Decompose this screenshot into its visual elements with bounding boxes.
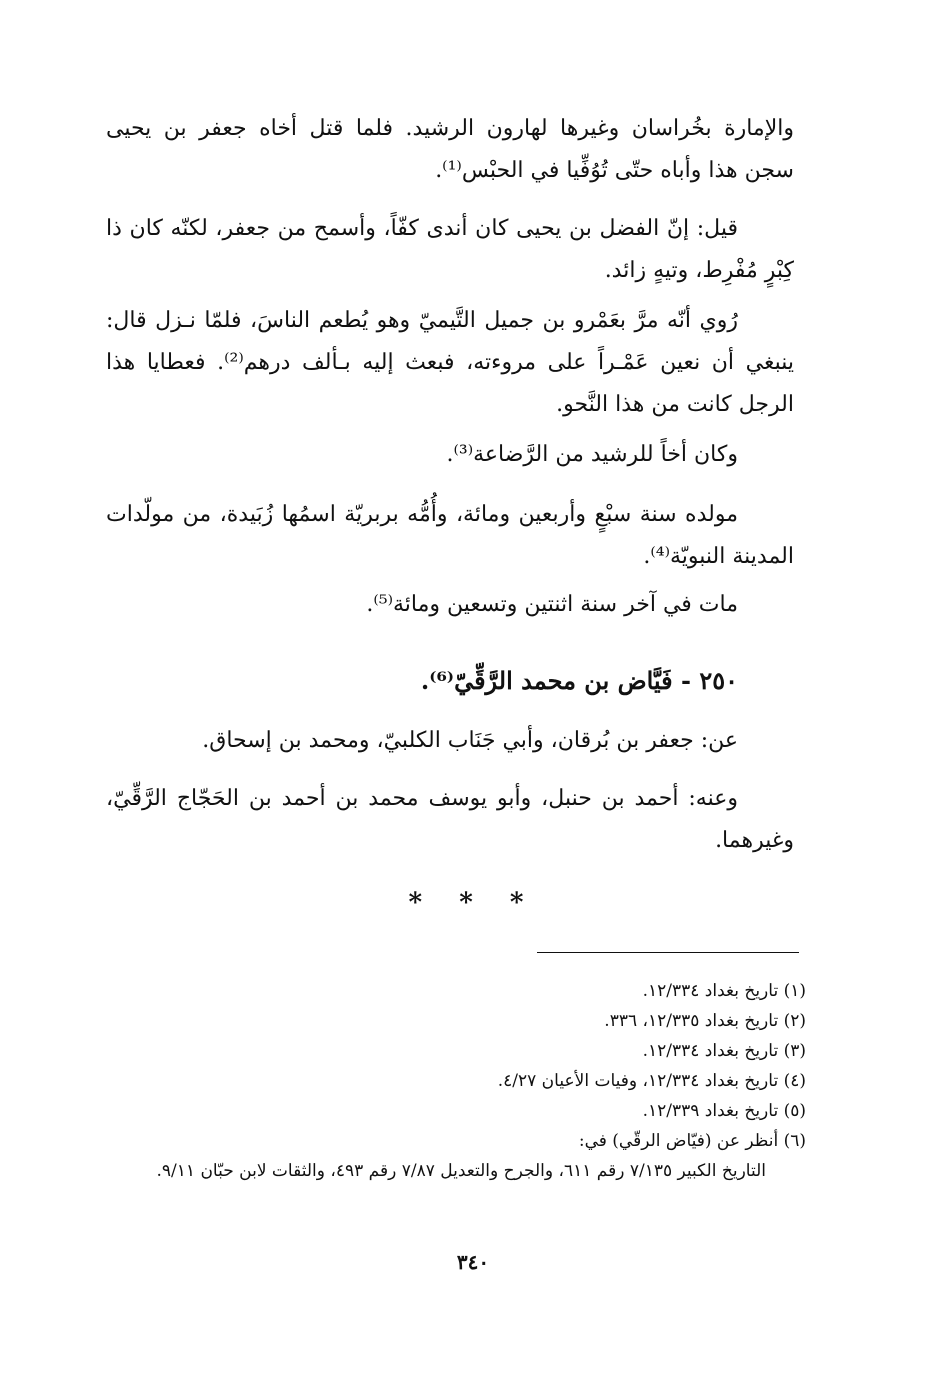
- paragraph-1: والإمارة بخُراسان وغيرها لهارون الرشيد. فلما قتل أخاه جعفر بن يحيى سجن هذا وأباه حتّى تُوُفِّيا في الحبْس⁽¹⁾.: [106, 116, 794, 183]
- entry-heading: ٢٥٠ - فَيَّاض بن محمد الرَّقِّيّ⁽⁶⁾.: [420, 666, 738, 695]
- paragraph-narrated-from: عن: جعفر بن بُرقان، وأبي جَنَاب الكلبيّ، ومحمد بن إسحاق.: [202, 728, 738, 753]
- footnote-6: (٦) أنظر عن (فيّاض الرقّي) في:: [578, 1131, 806, 1151]
- paragraph-2: قيل: إنّ الفضل بن يحيى كان أندى كفّاً، وأسمح من جعفر، لكنّه كان ذا كِبْرٍ مُفْرِط، وتيهٍ زائد.: [106, 216, 794, 283]
- footnote-5: (٥) تاريخ بغداد ١٢/٣٣٩.: [642, 1101, 806, 1121]
- paragraph-6: مات في آخر سنة اثنتين وتسعين ومائة⁽⁵⁾.: [366, 592, 738, 617]
- footnote-6-continuation: التاريخ الكبير ٧/١٣٥ رقم ٦١١، والجرح والتعديل ٧/٨٧ رقم ٤٩٣، والثقات لابن حبّان ٩/١١.: [156, 1161, 766, 1181]
- footnote-2: (٢) تاريخ بغداد ١٢/٣٣٥، ٣٣٦.: [604, 1011, 806, 1031]
- section-separator: * * *: [408, 888, 538, 918]
- paragraph-4: وكان أخاً للرشيد من الرَّضاعة⁽³⁾.: [446, 442, 738, 467]
- paragraph-3: رُوي أنّه مرَّ بعَمْرو بن جميل التَّيميّ وهو يُطعم الناسَ، فلمّا نـزل قال: ينبغي أن نعين عَمْـراً على مروءته، فبعث إليه بـألف درهم⁽²⁾. فعطايا هذا الرجل كانت من هذا النَّحو.: [106, 308, 794, 417]
- footnote-1: (١) تاريخ بغداد ١٢/٣٣٤.: [642, 981, 806, 1001]
- footnote-rule: [537, 952, 799, 953]
- paragraph-narrated-by: وعنه: أحمد بن حنبل، وأبو يوسف محمد بن أحمد بن الحَجّاج الرَّقِّيّ، وغيرهما.: [106, 786, 794, 853]
- footnotes-list: [106, 976, 806, 1186]
- footnote-4: (٤) تاريخ بغداد ١٢/٣٣٤، وفيات الأعيان ٤/٢٧.: [497, 1071, 806, 1091]
- page-number: ٣٤٠: [456, 1250, 490, 1274]
- paragraph-5: مولده سنة سبْعٍ وأربعين ومائة، وأُمُّه بربريّة اسمُها زُبَيدة، من مولّدات المدينة النبويّة⁽⁴⁾.: [106, 502, 794, 569]
- footnote-3: (٣) تاريخ بغداد ١٢/٣٣٤.: [642, 1041, 806, 1061]
